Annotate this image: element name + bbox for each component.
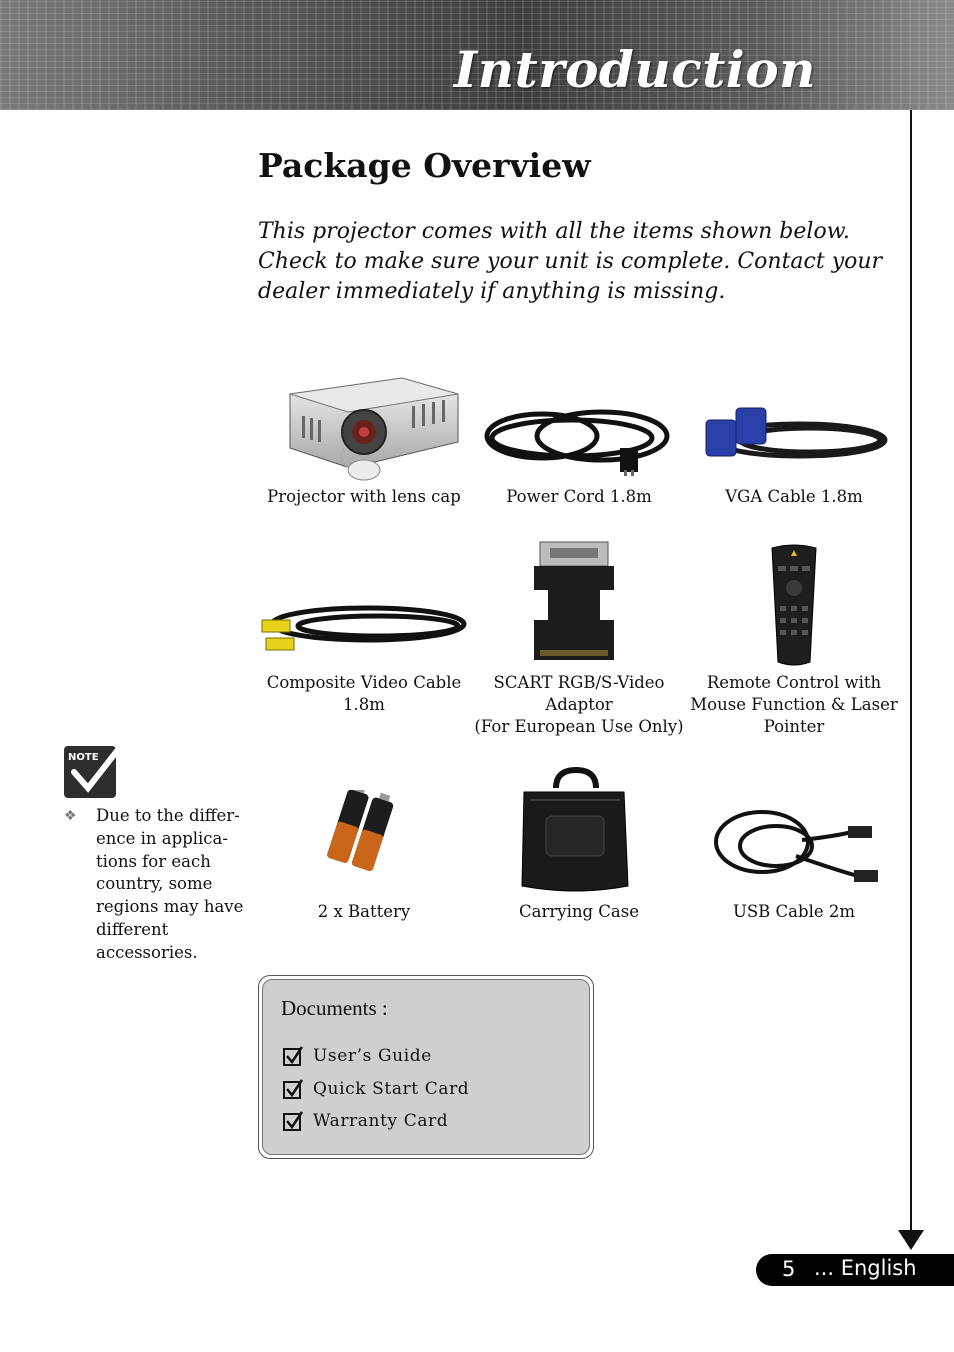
svg-text:NOTE: NOTE [68, 752, 99, 763]
item-caption-composite-cable: Composite Video Cable 1.8m [266, 673, 462, 714]
item-caption-remote-control: Remote Control with Mouse Function & Laser Pointer [690, 673, 898, 736]
document-item [283, 1109, 448, 1133]
battery-icon [322, 790, 410, 874]
projector-icon [282, 372, 462, 487]
item-caption-usb-cable: USB Cable 2m [732, 902, 856, 921]
page-footer [756, 1254, 954, 1286]
document-item [283, 1044, 432, 1068]
power-cord-icon [482, 398, 674, 478]
documents-box [258, 975, 594, 1159]
document-label: User’s Guide [313, 1046, 432, 1066]
intro-paragraph: This projector comes with all the items shown below. Check to make sure your unit is complete. Contact your dealer immediately if anything is missing. [258, 219, 883, 304]
checkbox-checked-icon [283, 1079, 303, 1099]
note-text: Due to the differ- ence in applica- tions for each country, some regions may have different accessories. [96, 806, 244, 962]
section-title: Package Overview [258, 146, 591, 185]
composite-cable-icon [258, 596, 470, 666]
document-label: Quick Start Card [313, 1079, 470, 1099]
item-caption-vga-cable: VGA Cable 1.8m [725, 487, 863, 506]
item-caption-scart-adaptor: SCART RGB/S-Video Adaptor (For European Use Only) [474, 673, 684, 736]
note-bullet-icon: ❖ [64, 808, 77, 824]
item-caption-carrying-case: Carrying Case [519, 902, 639, 921]
note-icon [62, 738, 128, 800]
item-caption-projector: Projector with lens cap [267, 487, 461, 506]
page-rule [910, 110, 912, 1235]
vga-cable-icon [700, 400, 890, 470]
checkbox-checked-icon [283, 1111, 303, 1131]
item-caption-power-cord: Power Cord 1.8m [506, 487, 652, 506]
usb-cable-icon [706, 796, 884, 886]
scart-adaptor-icon [530, 540, 620, 664]
page-number: 5 [782, 1257, 796, 1281]
document-item [283, 1077, 469, 1101]
header-banner [0, 0, 954, 110]
language-label: ... English [814, 1256, 917, 1280]
down-arrow-icon [898, 1230, 924, 1250]
remote-control-icon [766, 544, 822, 670]
item-caption-battery: 2 x Battery [317, 902, 411, 921]
checkbox-checked-icon [283, 1046, 303, 1066]
documents-title: Documents : [281, 996, 388, 1020]
document-label: Warranty Card [313, 1111, 449, 1131]
carrying-case-icon [516, 766, 634, 896]
chapter-title: Introduction [453, 40, 816, 99]
